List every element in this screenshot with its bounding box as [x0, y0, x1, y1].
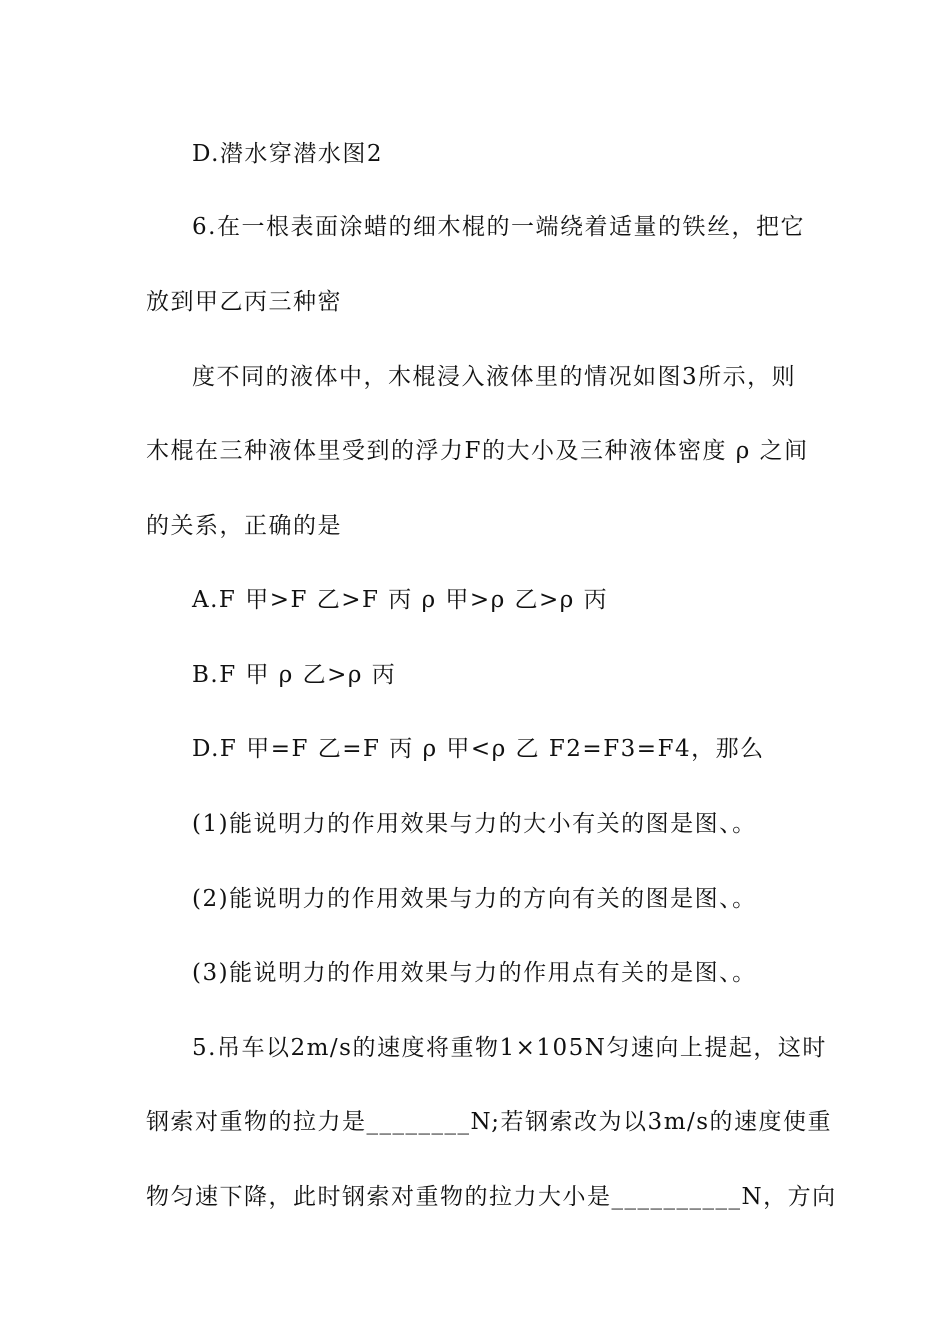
question-6-line-3: 度不同的液体中，木棍浸入液体里的情况如图3所示，则	[192, 364, 797, 390]
sub-question-3: (3)能说明力的作用效果与力的作用点有关的是图、。	[192, 960, 757, 986]
question-6-line-2: 放到甲乙丙三种密	[146, 289, 342, 315]
question-5-line-2: 钢索对重物的拉力是________N;若钢索改为以3m/s的速度使重	[146, 1109, 833, 1135]
sub-question-1: (1)能说明力的作用效果与力的大小有关的图是图、。	[192, 811, 757, 837]
question-6-line-1: 6.在一根表面涂蜡的细木棍的一端绕着适量的铁丝，把它	[192, 214, 805, 240]
question-6-line-4: 木棍在三种液体里受到的浮力F的大小及三种液体密度 ρ 之间	[146, 438, 809, 464]
question-5-line-1: 5.吊车以2m/s的速度将重物1×105N匀速向上提起，这时	[192, 1035, 827, 1061]
option-b-line: B.F 甲 ρ 乙>ρ 丙	[192, 662, 397, 688]
option-d2-line: D.F 甲=F 乙=F 丙 ρ 甲<ρ 乙 F2=F3=F4，那么	[192, 736, 765, 762]
sub-question-2: (2)能说明力的作用效果与力的方向有关的图是图、。	[192, 886, 757, 912]
option-a-line: A.F 甲>F 乙>F 丙 ρ 甲>ρ 乙>ρ 丙	[192, 587, 609, 613]
question-6-line-5: 的关系，正确的是	[146, 513, 342, 539]
question-5-line-3: 物匀速下降，此时钢索对重物的拉力大小是__________N，方向	[146, 1184, 837, 1210]
option-d-line: D.潜水穿潜水图2	[192, 141, 384, 167]
